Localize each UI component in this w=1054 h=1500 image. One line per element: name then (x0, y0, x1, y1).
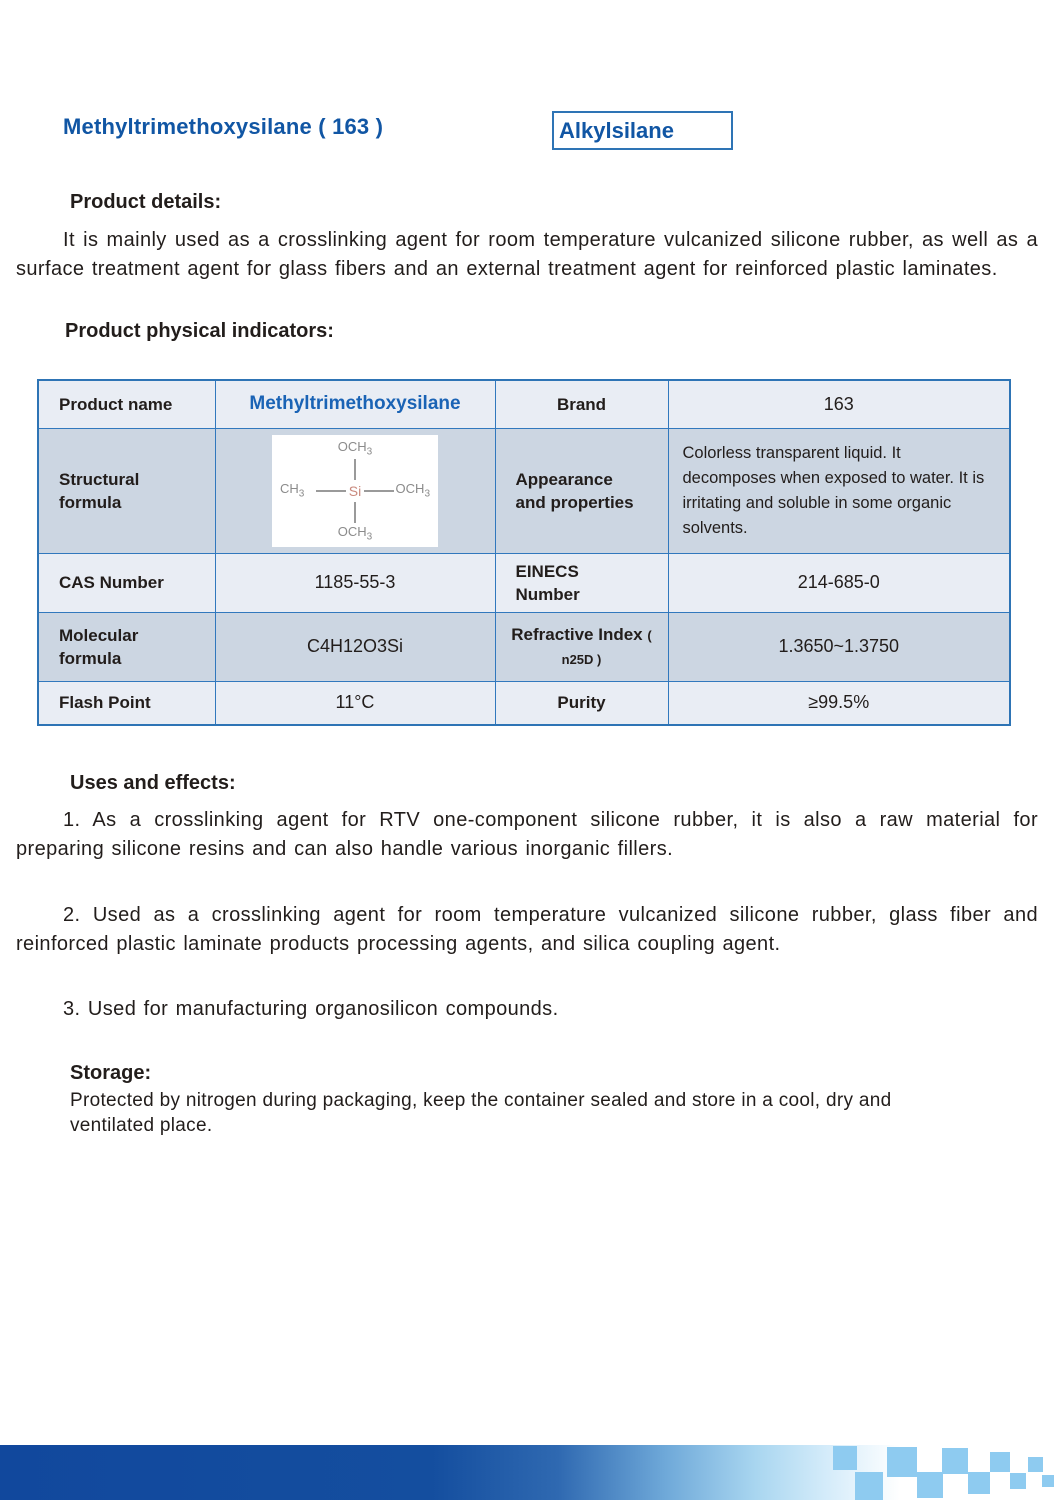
table-row (38, 553, 1010, 612)
storage-heading: Storage: (70, 1062, 152, 1084)
bond-line (354, 459, 356, 480)
table-row (38, 612, 1010, 681)
formula-left-group: $CH_3$ (280, 480, 305, 499)
product-name-label: Product name (38, 380, 215, 428)
formula-right-group: $OCH_3$ (395, 480, 430, 499)
formula-top-group: $OCH_3$ (337, 438, 373, 458)
pixel-square (887, 1447, 917, 1477)
uses-item-1: 1. As a crosslinking agent for RTV one-component silicone rubber, it is also a raw material for preparing silicone resins and can also handle various inorganic fillers. (16, 809, 1038, 860)
pixel-square (833, 1446, 857, 1470)
uses-heading: Uses and effects: (70, 772, 236, 794)
pixel-square (942, 1448, 968, 1474)
uses-item-3: 3. Used for manufacturing organosilicon compounds. (63, 998, 559, 1020)
molecular-formula-label: Molecular formula (38, 612, 215, 681)
einecs-number-label: EINECS Number (495, 553, 668, 612)
molecular-formula-value: C4H12O3Si (215, 612, 495, 681)
brand-label: Brand (495, 380, 668, 428)
category-badge-label: Alkylsilane (559, 117, 674, 143)
purity-label: Purity (495, 681, 668, 725)
structural-formula-label: Structural formula (38, 428, 215, 553)
refractive-index-label: Refractive Index ( n25D ) (495, 612, 668, 681)
pixel-square (1028, 1457, 1043, 1472)
einecs-number-value: 214-685-0 (668, 553, 1010, 612)
pixel-square (968, 1472, 990, 1494)
footer-gradient-band (0, 1445, 900, 1500)
physical-indicators-heading: Product physical indicators: (65, 320, 334, 342)
physical-indicators-table (37, 379, 1011, 726)
refractive-index-note: ( n25D ) (561, 627, 652, 667)
appearance-value: Colorless transparent liquid. It decomposes when exposed to water. It is irritating and soluble in some organic solvents. (668, 428, 1010, 553)
table-row (38, 380, 1010, 428)
flash-point-value: 11°C (215, 681, 495, 725)
purity-value: ≥99.5% (668, 681, 1010, 725)
bond-line (316, 490, 346, 492)
pixel-square (917, 1472, 943, 1498)
flash-point-label: Flash Point (38, 681, 215, 725)
bond-line (354, 502, 356, 523)
formula-si-atom: Si (348, 482, 362, 499)
category-badge (552, 111, 733, 150)
cas-number-value: 1185-55-3 (215, 553, 495, 612)
bond-line (364, 490, 394, 492)
cas-number-label: CAS Number (38, 553, 215, 612)
table-row (38, 428, 1010, 553)
pixel-square (1010, 1473, 1026, 1489)
pixel-square (1042, 1475, 1054, 1487)
product-name-value: Methyltrimethoxysilane (215, 380, 495, 428)
appearance-label: Appearance and properties (495, 428, 668, 553)
refractive-index-value: 1.3650~1.3750 (668, 612, 1010, 681)
product-details-heading: Product details: (70, 191, 222, 213)
brand-value: 163 (668, 380, 1010, 428)
storage-text: Protected by nitrogen during packaging, keep the container sealed and store in a cool, dry and ventilated place. (70, 1090, 892, 1136)
pixel-square (855, 1472, 883, 1500)
structural-formula-diagram (272, 435, 438, 547)
table-row (38, 681, 1010, 725)
uses-item-2: 2. Used as a crosslinking agent for room temperature vulcanized silicone rubber, glass fiber and reinforced plastic laminate products processing agents, and silica coupling agent. (16, 904, 1038, 955)
page-title: Methyltrimethoxysilane ( 163 ) (63, 114, 384, 139)
product-details-text: It is mainly used as a crosslinking agent for room temperature vulcanized silicone rubber, as well as a surface treatment agent for glass fibers and an external treatment agent for reinforced plastic laminates. (16, 229, 1038, 280)
formula-bottom-group: $OCH_3$ (337, 523, 373, 543)
pixel-square (990, 1452, 1010, 1472)
structural-formula-cell (215, 428, 495, 553)
